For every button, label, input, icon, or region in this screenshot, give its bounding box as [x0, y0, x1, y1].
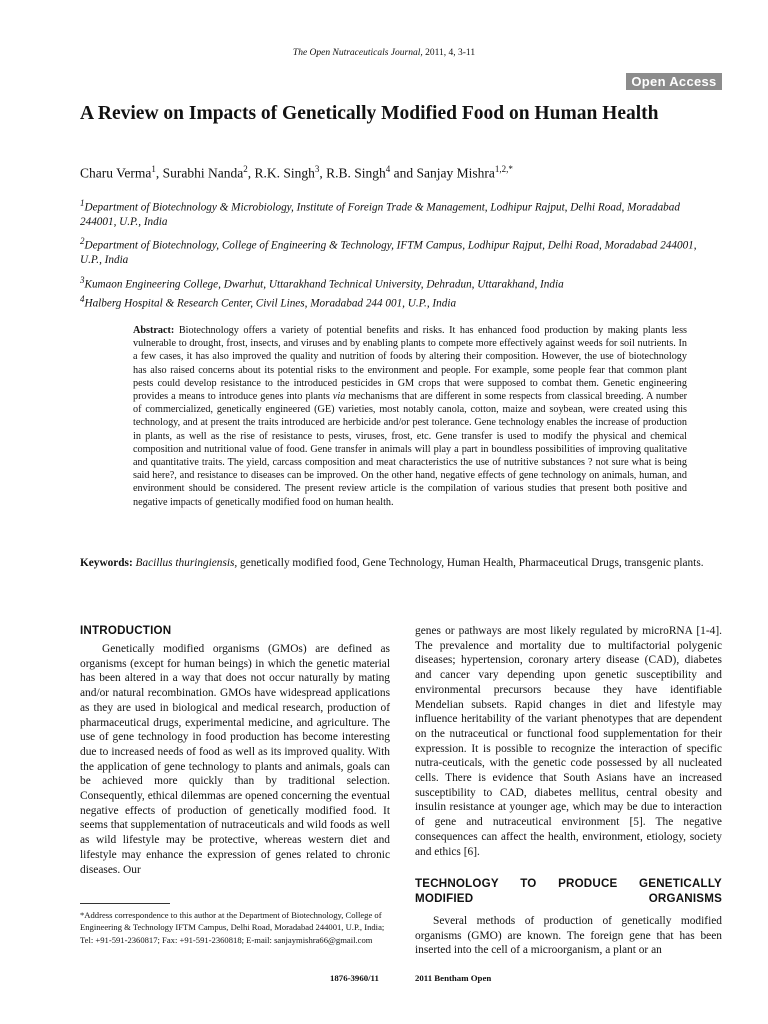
affiliation-2 [80, 234, 700, 268]
author-name: R.K. Singh [254, 165, 315, 181]
abstract [133, 324, 687, 509]
article-title: A Review on Impacts of Genetically Modified Food on Human Health [80, 103, 659, 124]
affiliation-mark: 3 [80, 275, 85, 285]
author-affil-mark: 4 [385, 164, 391, 174]
journal-header [0, 48, 768, 58]
journal-name: The Open Nutraceuticals Journal, [292, 48, 423, 58]
introduction-right-column: genes or pathways are most likely regulated by microRNA [1-4]. The prevalence and mortality due to multifactorial polygenic diseases; hypertension, coronary artery disease (CAD), diabetes and cancer vary depending upon genetic susceptibility and environmental precursors because they have identifiable Mendelian subsets. Rapid changes in diet and lifestyle may influence heritability of the variant phenotypes that are dependent on the nutraceutical or functional food supplementation for their expression. It is possible to recognize the interaction of specific nutra-ceuticals, with the genetic code possessed by all nucleated cells. There is evidence that South Asians have an increased susceptibility to CAD, diabetes mellitus, central obesity and insulin resistance at younger age, which may be due to interaction of gene and nutraceutical environment [5]. The negative consequences can affect the health, environment, etiology, society and ethics [6]. [415, 625, 722, 858]
introduction-heading: INTRODUCTION [80, 624, 172, 637]
affiliation-text: Department of Biotechnology, College of Engineering & Technology, IFTM Campus, Lodhipur Rajput, Delhi Road, Moradabad 244001, U.P., India [80, 239, 697, 267]
affiliation-mark: 1 [80, 198, 85, 208]
abstract-italic-via: via [332, 391, 346, 403]
author-list [80, 160, 730, 183]
keywords-italic: Bacillus thuringiensis, [132, 557, 238, 569]
affiliation-text: Halberg Hospital & Research Center, Civil Lines, Moradabad 244 001, U.P., India [84, 297, 457, 310]
author-separator: , [155, 165, 163, 181]
author-name: R.B. Singh [326, 165, 386, 181]
technology-heading: TECHNOLOGY TO PRODUCE GENETICALLY MODIFIED ORGANISMS [415, 877, 722, 905]
publisher-footer: 2011 Bentham Open [415, 973, 492, 983]
author-name: Sanjay Mishra [416, 165, 495, 181]
keywords [80, 556, 720, 571]
abstract-text-part1: Biotechnology offers a variety of potential benefits and risks. It has enhanced food production by making plants less vulnerable to drought, frost, insects, and viruses and by enabling plants to compete more effectively against weeds for soil nutrients. In a few cases, it has also improved the quality and nutrition of foods by altering their composition. However, the use of biotechnology has also raised concerns about its potential risks to the environment and people. For example, some people fear that common plant pests could develop resistance to the introduced pesticides in GM crops that were supposed to combat them. Genetic engineering provides a means to introduce genes into plants [133, 325, 687, 403]
author-affil-mark: 3 [314, 164, 320, 174]
affiliation-mark: 2 [80, 236, 85, 246]
introduction-left-column: Genetically modified organisms (GMOs) are defined as organisms (except for human beings) in which the genetic material has been altered in a way that does not occur naturally by mating and/or natural recombination. GMOs have widespread applications as they are used in biological and medical research, production of pharmaceutical drugs, experimental medicine, and agriculture. The use of gene technology in food production has become interesting due to increased needs of food as well as its improved quality. With the application of gene technology to plants and animals, goals can be achieved more quickly than by traditional selection. Consequently, ethical dilemmas are opened concerning the eventual negative effects of production of genetically modified food. It seems that supplementation of nutraceuticals and wild foods as well as wild lifestyle may be protective, whereas western diet and lifestyle may enhance the expression of genes related to chronic diseases. Our [80, 643, 390, 876]
abstract-label: Abstract: [133, 325, 175, 336]
correspondence-footnote: *Address correspondence to this author at the Department of Biotechnology, College of Engineering & Technology IFTM Campus, Delhi Road, Moradabad 244001, U.P., India; Tel: +91-591-2360817; Fax: +91-591-2360818; E-mail: sanjaymishra66@gmail.com [80, 910, 385, 945]
author-name: Surabhi Nanda [162, 165, 244, 181]
affiliation-1 [80, 196, 700, 230]
footnote-divider [80, 903, 170, 904]
affiliation-4 [80, 292, 700, 311]
issn-footer: 1876-3960/11 [330, 973, 379, 983]
author-affil-mark: 2 [243, 164, 248, 174]
author-separator: , [247, 165, 255, 181]
author-affil-mark: 1 [151, 164, 156, 174]
author-name: Charu Verma [80, 165, 152, 181]
author-affil-mark: 1,2,* [494, 164, 513, 174]
author-conjunction: and [390, 165, 417, 181]
affiliation-3 [80, 273, 700, 292]
journal-citation: 2011, 4, 3-11 [422, 48, 476, 58]
affiliation-text: Department of Biotechnology & Microbiology, Institute of Foreign Trade & Management, Lodhipur Rajput, Delhi Road, Moradabad 244001, U.P., India [80, 201, 680, 229]
author-separator: , [319, 165, 327, 181]
technology-text: Several methods of production of genetically modified organisms (GMO) are known. The foreign gene that has been inserted into the cell of a microorganism, a plant or an [415, 915, 722, 957]
abstract-text-part2: mechanisms that are different in some respects from classical breeding. A number of commercialized, genetically engineered (GE) varieties, most notably canola, cotton, maize and soybean, were created using this technology, and at present the traits introduced are herbicide and/or pest tolerance. Gene technology enables the increase of production in plants, as well as the rise of resistance to pests, viruses, frost, etc. Gene transfer is used to modify the physical and chemical composition and nutritional value of food. Gene transfer in animals will play a part in boundless possibilities of improving qualitative and quantitative traits. The yield, carcass composition and meat characteristics the use of nutritive substances ? not sure what is being said here?, and resistance to diseases can be improved. On the other hand, negative effects of gene technology on animals, human, and environment should be considered. The present review article is the compilation of various studies that present both positive and negative impacts of genetically modified food on human health. [133, 391, 687, 508]
affiliation-mark: 4 [80, 294, 85, 304]
keywords-label: Keywords: [80, 557, 133, 569]
open-access-badge: Open Access [626, 73, 722, 90]
affiliation-text: Kumaon Engineering College, Dwarhut, Uttarakhand Technical University, Dehradun, Uttarakhand, India [84, 278, 564, 291]
keywords-text: genetically modified food, Gene Technology, Human Health, Pharmaceutical Drugs, transgenic plants. [237, 557, 704, 569]
